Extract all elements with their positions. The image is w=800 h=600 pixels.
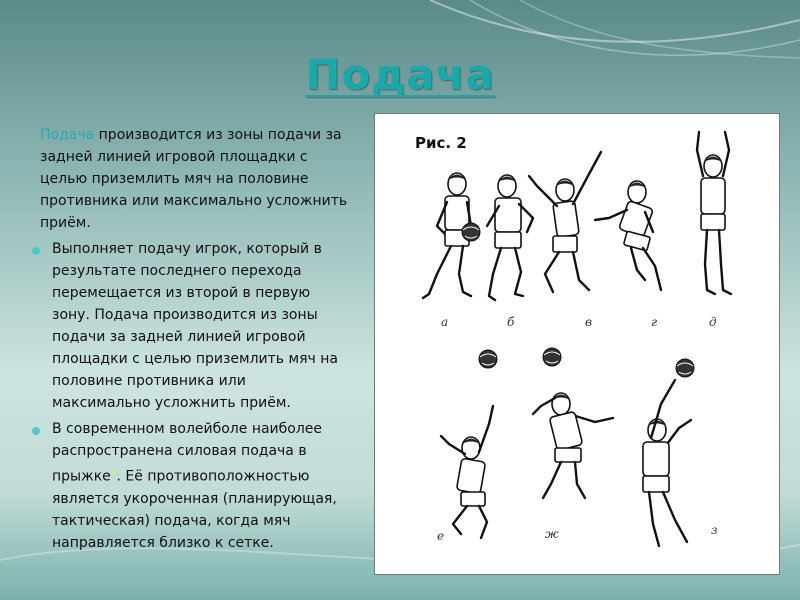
figure-label-e: е	[437, 529, 445, 543]
player-figure-g	[595, 181, 661, 290]
figure-label-z: з	[711, 523, 718, 537]
ball-icon	[543, 348, 561, 366]
player-figure-b	[487, 175, 533, 300]
player-figure-d	[697, 132, 731, 294]
paragraph-1	[28, 124, 348, 234]
bullet-icon	[32, 427, 40, 435]
player-figure-e	[441, 406, 493, 538]
figure-serve-phases	[374, 113, 780, 575]
player-figure-zh	[533, 393, 613, 498]
ball-icon	[479, 350, 497, 368]
paragraph-3-text-a: В современном волейболе наиболее распространена силовая подача в прыжке	[52, 421, 323, 485]
figure-label-g: г	[651, 315, 658, 329]
paragraph-1-text: производится из зоны подачи за задней линией игровой площадки с целью приземлить мяч на половине противника или максимально усложнить приём.	[40, 127, 348, 231]
slide-title: Подача	[305, 50, 495, 99]
figure-label-d: д	[709, 315, 717, 329]
figure-title: Рис. 2	[415, 134, 467, 152]
ball-icon	[676, 359, 694, 377]
figure-drawing	[375, 114, 779, 574]
figure-label-v: в	[585, 315, 592, 329]
paragraph-2-text: Выполняет подачу игрок, который в результате последнего перехода перемещается из второй в первую зону. Подача производится из зоны подачи за задней линией игровой площадки с целью приземлить мяч на половине противника или максимально усложнить приём.	[52, 241, 338, 411]
footnote-marker[interactable]: 1	[110, 468, 117, 478]
figure-label-a: а	[441, 315, 449, 329]
player-figure-z	[643, 380, 691, 546]
figure-label-b: б	[507, 315, 515, 329]
serve-link[interactable]: Подача	[40, 127, 99, 143]
player-figure-v	[529, 152, 601, 292]
paragraph-3	[28, 418, 348, 554]
paragraph-3-text-b: . Её противоположностью является укороченная (планирующая, тактическая) подача, когда мяч направляется близко к сетке.	[52, 468, 337, 551]
paragraph-2	[28, 238, 348, 414]
text-block	[28, 124, 348, 558]
ball-icon	[462, 223, 480, 241]
figure-label-zh: ж	[545, 527, 559, 541]
bullet-icon	[32, 247, 40, 255]
